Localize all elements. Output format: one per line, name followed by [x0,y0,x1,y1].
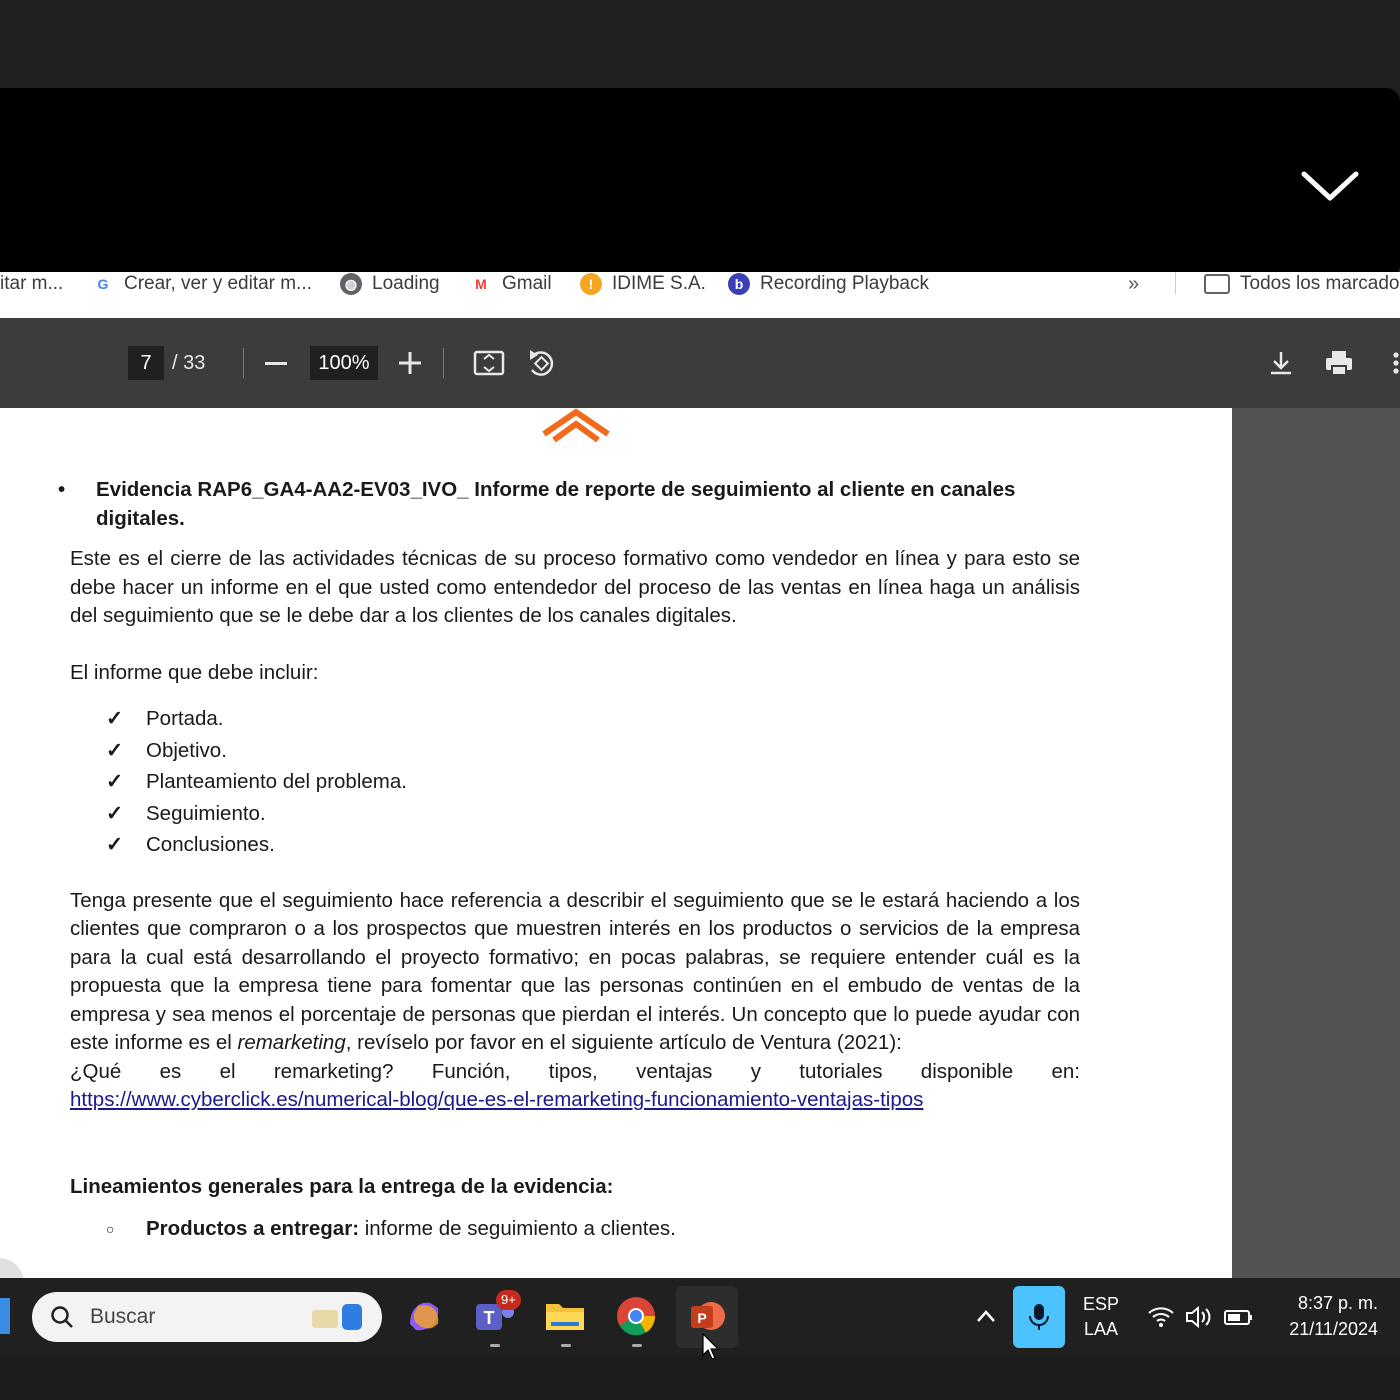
document-body [58,476,1080,1244]
clock[interactable]: 8:37 p. m. 21/11/2024 [1289,1293,1378,1339]
bookmark-item-6[interactable]: b Recording Playback [728,272,929,296]
article-reference-line: ¿Qué es el remarketing? Función, tipos, ventajas y tutoriales disponible en: [70,1059,1080,1083]
pdf-toolbar [0,318,1400,408]
globe-icon: ◍ [340,273,362,295]
idime-icon: ! [580,273,602,295]
svg-text:T: T [483,1308,495,1328]
battery-icon [1225,1311,1252,1324]
fit-page-icon[interactable] [472,346,506,380]
pdf-page [0,408,1232,1278]
windows-taskbar [0,1278,1400,1356]
list-item: ✓ Seguimiento. [106,798,1080,830]
gmail-icon: M [470,273,492,295]
wifi-icon [1149,1308,1173,1327]
teams-notification-badge: 9+ [496,1290,521,1310]
bookmark-item-3[interactable]: ◍ Loading [340,272,440,296]
checkmark-icon: ✓ [106,801,124,825]
language-indicator[interactable]: ESP LAA [1083,1294,1120,1339]
print-icon[interactable] [1322,346,1356,380]
circle-bullet-icon: ○ [106,1221,115,1238]
start-icon[interactable] [0,1298,10,1334]
bookmark-item-2[interactable]: G Crear, ver y editar m... [92,272,312,296]
bookmark-item-1[interactable]: itar m... [0,273,64,294]
page-total: / 33 [172,352,206,374]
pdf-viewer[interactable] [0,408,1400,1278]
top-dark-area [0,0,1400,88]
sena-logo-icon [540,408,612,442]
toolbar-divider [243,348,244,378]
list-item: ✓ Conclusiones. [106,829,1080,861]
bookmarks-bar [0,272,1400,318]
taskbar-search[interactable]: Buscar [32,1292,382,1342]
zoom-input[interactable]: 100% [310,346,378,380]
search-icon [50,1305,74,1329]
list-item: ✓ Portada. [106,703,1080,735]
volume-icon [1187,1308,1209,1326]
checklist [106,703,1080,861]
bookmark-all-folder[interactable]: Todos los marcado [1204,272,1399,296]
folder-icon [1204,274,1230,294]
bottom-dark-area [0,1356,1400,1400]
checkmark-icon: ✓ [106,707,124,730]
copilot-icon[interactable] [402,1294,446,1338]
zoom-in-button[interactable] [399,352,421,374]
bullet-dot: • [58,478,66,501]
checkmark-icon: ✓ [106,770,124,793]
mouse-cursor-icon [702,1333,722,1361]
file-explorer-icon[interactable] [543,1294,587,1338]
list-item: ✓ Objetivo. [106,735,1080,767]
bookmarks-divider [1175,272,1176,294]
svg-text:P: P [697,1310,707,1326]
bookmark-item-5[interactable]: ! IDIME S.A. [580,272,706,296]
system-tray-icons[interactable] [1145,1302,1255,1332]
bookmark-item-4[interactable]: M Gmail [470,272,552,296]
evidence-heading: • Evidencia RAP6_GA4-AA2-EV03_IVO_ Informe de reporte de seguimiento al cliente en canales digitales. [58,478,1016,530]
rotate-icon[interactable] [524,346,558,380]
guidelines-heading: Lineamientos generales para la entrega de la evidencia: [70,1174,614,1198]
intro-paragraph: Este es el cierre de las actividades técnicas de su proceso formativo como vendedor en línea y para esto se debe hacer un informe en el que usted como entendedor del proceso de las ventas en línea haga un análisis del seguimiento que se le debe dar a los clientes de los canales digitales. [70,547,1080,627]
zoom-out-button[interactable] [265,362,287,365]
chevron-up-icon[interactable] [975,1308,997,1324]
recording-icon: b [728,273,750,295]
more-options-icon[interactable] [1384,346,1400,380]
app-running-indicator [561,1344,571,1347]
more-bookmarks-chevron-icon[interactable]: » [1128,273,1140,295]
page-number-input[interactable]: 7 [128,346,164,380]
search-highlight-icon [308,1302,368,1332]
checkmark-icon: ✓ [106,833,124,856]
deliverable-item: ○ Productos a entregar: informe de seguimiento a clientes. [106,1215,1080,1244]
list-item: ✓ Planteamiento del problema. [106,766,1080,798]
body-paragraph: Tenga presente que el seguimiento hace referencia a describir el seguimiento que se le estará haciendo a los clientes que compraron o a los prospectos que muestren interés en los productos o servicios de la empresa para la cual está desarrollando el proyecto formativo; en pocas palabras, se requiere entender cuál es la propuesta que la empresa tiene para fomentar que las personas continúen en el embudo de ventas de la empresa y sea menos el porcentaje de personas que pierdan el interés. Un concepto que lo puede ayudar con este informe es el remarketing, revíselo por favor en el siguiente artículo de Ventura (2021): [70,888,1080,1054]
download-icon[interactable] [1264,346,1298,380]
microphone-button[interactable] [1013,1286,1065,1348]
chevron-down-icon[interactable] [1300,168,1360,204]
toolbar-divider [443,348,444,378]
checkmark-icon: ✓ [106,738,124,762]
powerpoint-icon[interactable] [685,1294,729,1338]
microphone-icon [1027,1302,1051,1332]
article-link[interactable]: https://www.cyberclick.es/numerical-blog/que-es-el-remarketing-funcionamiento-ventajas-tipos [70,1088,924,1111]
app-running-indicator [632,1344,642,1347]
black-overlay-panel [0,88,1400,278]
google-icon: G [92,273,114,295]
list-intro: El informe que debe incluir: [70,660,319,684]
chrome-icon[interactable] [614,1294,658,1338]
app-running-indicator [490,1344,500,1347]
